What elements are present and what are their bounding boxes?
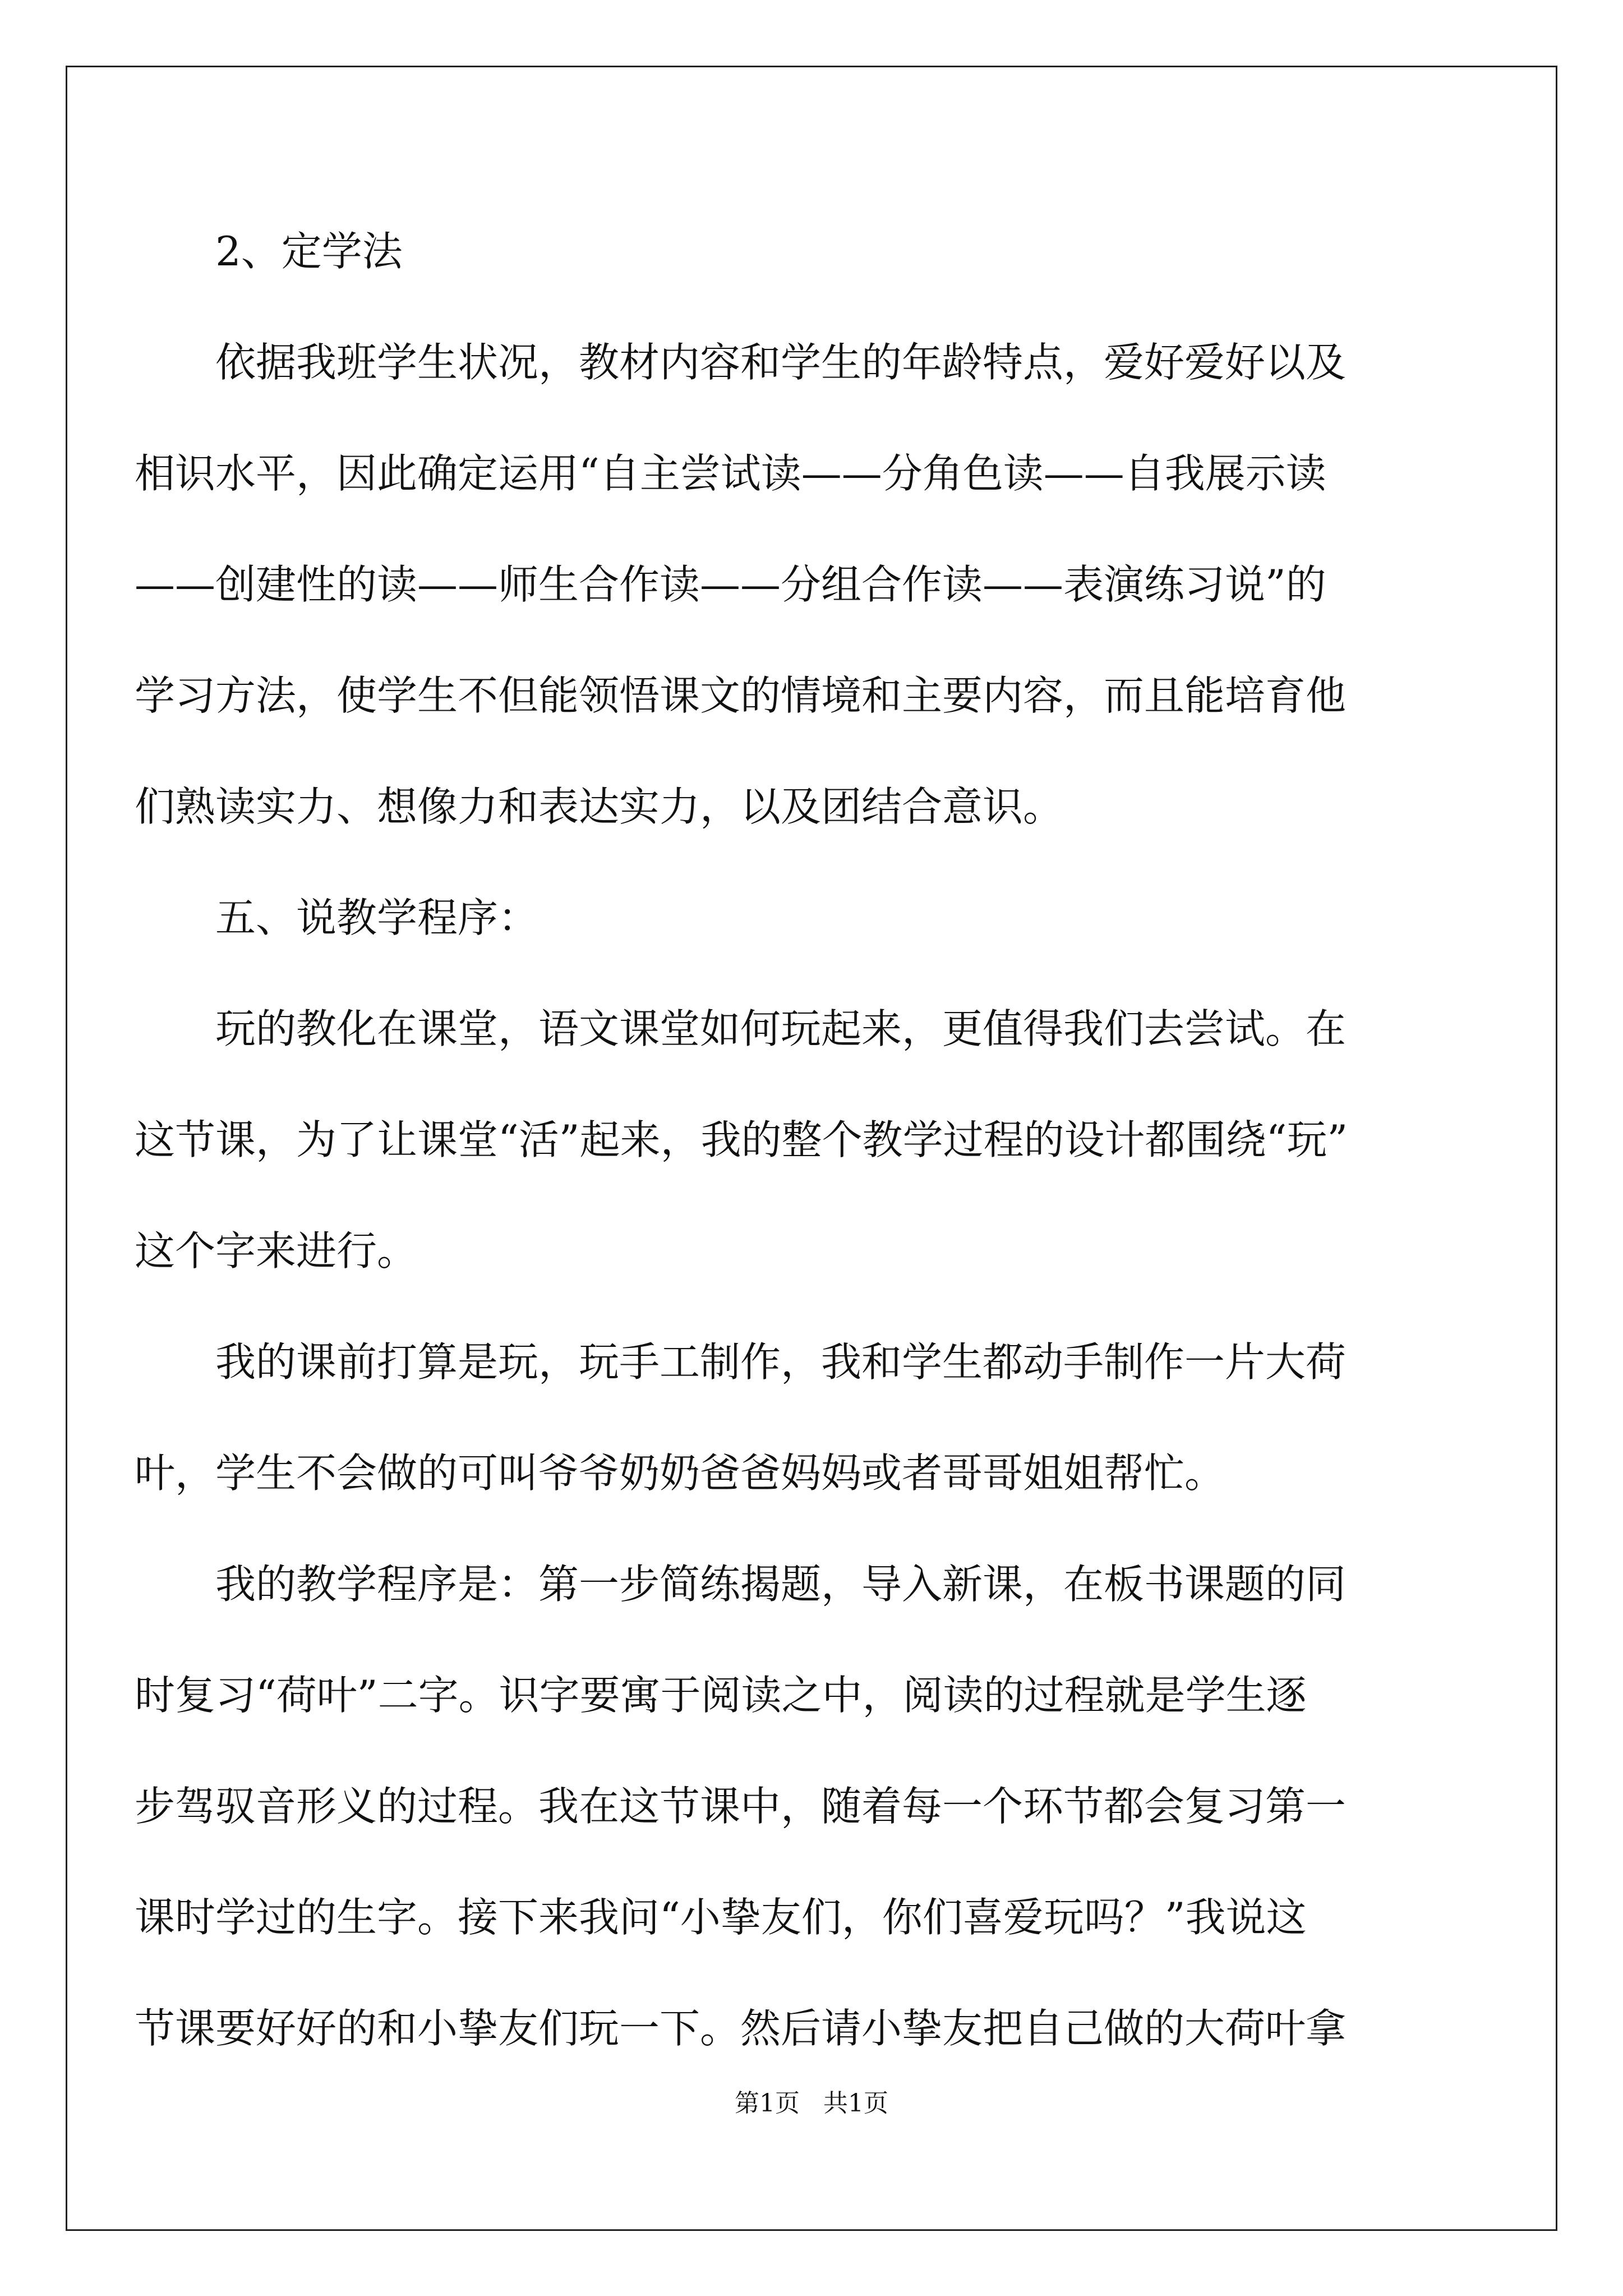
text-line: 学习方法，使学生不但能领悟课文的情境和主要内容，而且能培育他	[135, 672, 1347, 719]
text-line: 2、定学法	[135, 228, 403, 275]
text-line: 玩的教化在课堂，语文课堂如何玩起来，更值得我们去尝试。在	[135, 1005, 1347, 1052]
text-line: 时复习“荷叶”二字。识字要寓于阅读之中，阅读的过程就是学生逐	[135, 1672, 1307, 1719]
text-line: 这个字来进行。	[135, 1227, 418, 1274]
text-line: 依据我班学生状况，教材内容和学生的年龄特点，爱好爱好以及	[135, 339, 1347, 386]
text-line: 我的课前打算是玩，玩手工制作，我和学生都动手制作一片大荷	[135, 1338, 1347, 1386]
page-number: 第1页	[735, 2089, 800, 2118]
text-line: 叶，学生不会做的可叫爷爷奶奶爸爸妈妈或者哥哥姐姐帮忙。	[135, 1450, 1225, 1497]
text-line: 们熟读实力、想像力和表达实力，以及团结合意识。	[135, 783, 1064, 830]
text-line: 节课要好好的和小挚友们玩一下。然后请小挚友把自己做的大荷叶拿	[135, 2005, 1347, 2052]
text-line: 课时学过的生字。接下来我问“小挚友们，你们喜爱玩吗？”我说这	[135, 1894, 1307, 1941]
text-line: 这节课，为了让课堂“活”起来，我的整个教学过程的设计都围绕“玩”	[135, 1116, 1348, 1163]
text-line: 相识水平，因此确定运用“自主尝试读——分角色读——自我展示读	[135, 450, 1326, 497]
page-footer	[0, 2087, 1623, 2120]
text-line: ——创建性的读——师生合作读——分组合作读——表演练习说”的	[135, 561, 1326, 608]
text-line: 步驾驭音形义的过程。我在这节课中，随着每一个环节都会复习第一	[135, 1783, 1347, 1830]
text-line: 我的教学程序是：第一步简练揭题，导入新课，在板书课题的同	[135, 1561, 1347, 1608]
page-total: 共1页	[823, 2089, 888, 2118]
section-heading: 五、说教学程序：	[135, 894, 539, 941]
